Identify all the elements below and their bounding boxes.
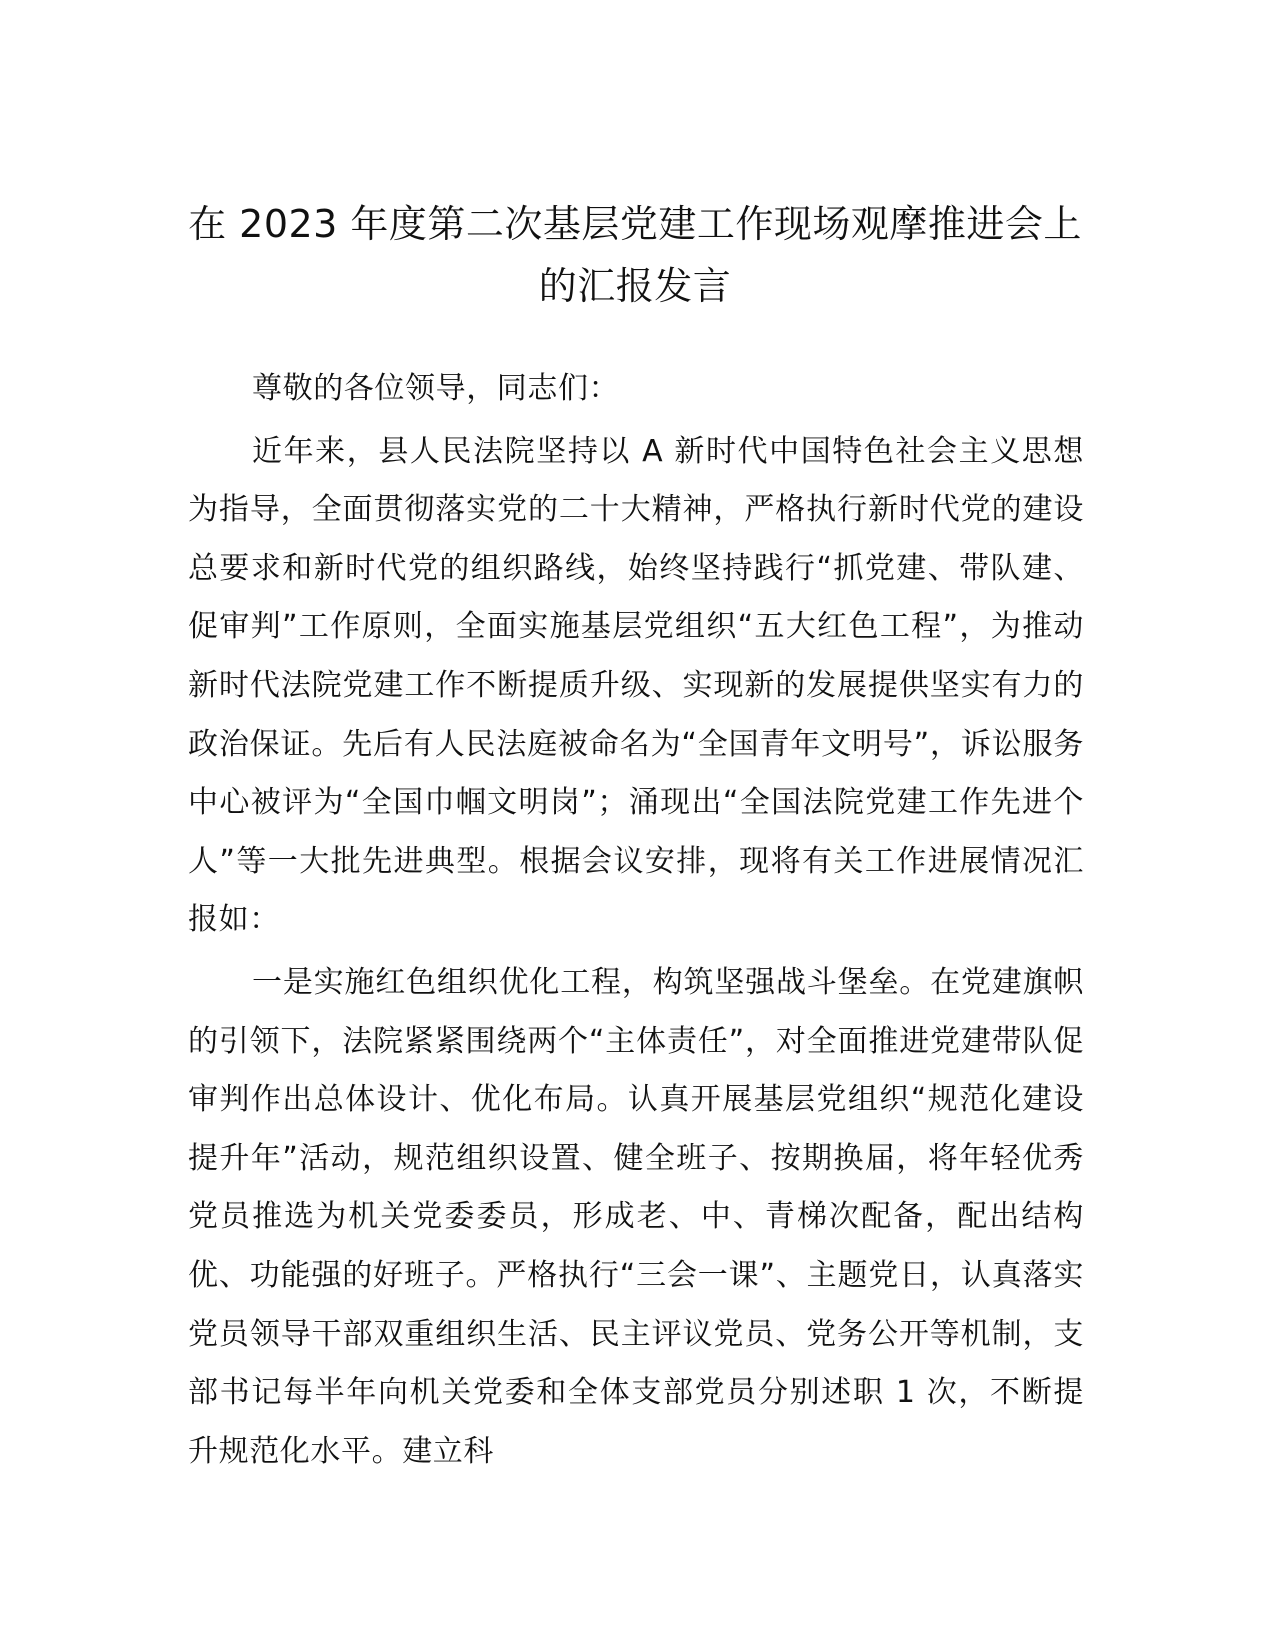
document-title: 在 2023 年度第二次基层党建工作现场观摩推进会上的汇报发言 [188, 202, 1082, 308]
greeting: 尊敬的各位领导，同志们： [252, 371, 620, 406]
paragraph-intro: 近年来，县人民法院坚持以 A 新时代中国特色社会主义思想为指导，全面贯彻落实党的二十大精神，严格执行新时代党的建设总要求和新时代党的组织路线，始终坚持践行“抓党建、带队建、促审判”工作原则，全面实施基层党组织“五大红色工程”，为推动新时代法院党建工作不断提质升级、实现新的发展提供坚实有力的政治保证。先后有人民法庭被命名为“全国青年文明号”，诉讼服务中心被评为“全国巾帼文明岗”；涌现出“全国法院党建工作先进个人”等一大批先进典型。根据会议安排，现将有关工作进展情况汇报如： [188, 433, 1084, 938]
document-body [188, 360, 1084, 1481]
paragraph-first-point: 一是实施红色组织优化工程，构筑坚强战斗堡垒。在党建旗帜的引领下，法院紧紧围绕两个“主体责任”，对全面推进党建带队促审判作出总体设计、优化布局。认真开展基层党组织“规范化建设提升年”活动，规范组织设置、健全班子、按期换届，将年轻优秀党员推选为机关党委委员，形成老、中、青梯次配备，配出结构优、功能强的好班子。严格执行“三会一课”、主题党日，认真落实党员领导干部双重组织生活、民主评议党员、党务公开等机制，支部书记每半年向机关党委和全体支部党员分别述职 1 次，不断提升规范化水平。建立科 [188, 964, 1084, 1469]
